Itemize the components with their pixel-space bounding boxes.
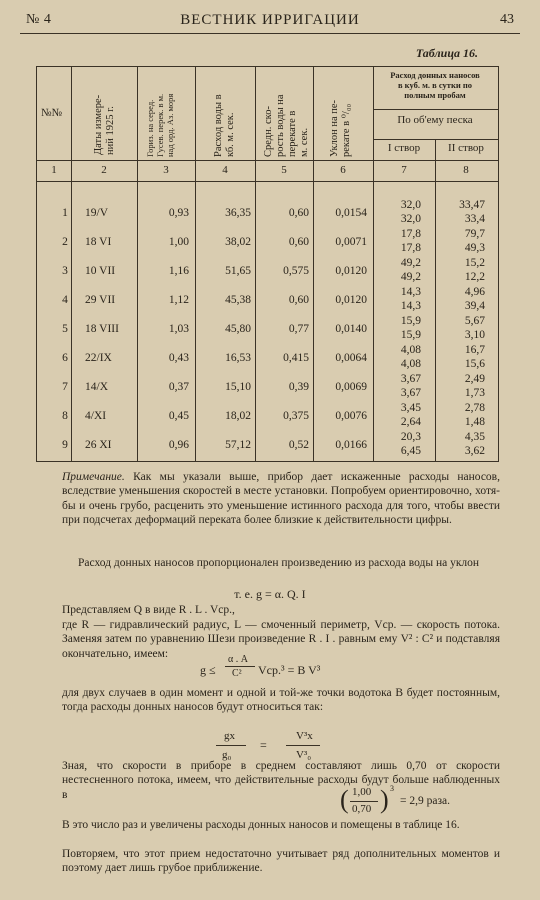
cell-site1-a: 14,3 <box>400 286 421 298</box>
header-level: Гориз. на серед. Гусев. перек. в м. над орд. Аз. моря <box>145 93 175 157</box>
cell-level: 0,43 <box>168 352 189 364</box>
formula-3-left-num: gx <box>224 730 235 742</box>
formula-3-right-den: V³₀ <box>296 749 312 761</box>
cell-date: 14/X <box>85 381 108 393</box>
cell-site1-a: 15,9 <box>400 315 421 327</box>
cell-level: 0,37 <box>168 381 189 393</box>
cell-site1-b: 3,67 <box>400 387 421 399</box>
cell-site1-b: 6,45 <box>400 445 421 457</box>
col-number: 1 <box>51 164 57 176</box>
cell-site1-b: 15,9 <box>400 329 421 341</box>
fraction-bar <box>225 666 255 667</box>
cell-slope: 0,0166 <box>335 439 367 451</box>
cell-site2-a: 2,78 <box>464 402 485 414</box>
cell-no: 4 <box>62 294 68 306</box>
header-flow: Расход воды в кб. м. сек. <box>213 94 236 157</box>
cell-no: 6 <box>62 352 68 364</box>
col-number: 3 <box>163 164 169 176</box>
col-number: 5 <box>281 164 287 176</box>
cell-speed: 0,375 <box>283 410 309 422</box>
cell-level: 1,00 <box>168 236 189 248</box>
cell-site2-b: 3,62 <box>464 445 485 457</box>
cell-site2-a: 15,2 <box>464 257 485 269</box>
cell-flow: 18,02 <box>225 410 251 422</box>
col-number: 2 <box>101 164 107 176</box>
formula-3-left-den: g₀ <box>222 749 232 761</box>
cell-site2-b: 1,48 <box>464 416 485 428</box>
paragraph-6: В это число раз и увеличены расходы донных наносов и помещены в таблице 16. <box>62 819 460 831</box>
cell-flow: 57,12 <box>225 439 251 451</box>
cell-level: 0,93 <box>168 207 189 219</box>
cell-no: 8 <box>62 410 68 422</box>
cell-site1-b: 17,8 <box>400 242 421 254</box>
cell-site1-a: 17,8 <box>400 228 421 240</box>
cell-speed: 0,60 <box>288 294 309 306</box>
cell-level: 1,16 <box>168 265 189 277</box>
header-sediment: Расход донных наносов в куб. м. в сутки по полным пробам <box>390 70 480 100</box>
cell-speed: 0,39 <box>288 381 309 393</box>
note-paragraph <box>62 470 500 528</box>
cell-flow: 45,80 <box>225 323 251 335</box>
cell-no: 7 <box>62 381 68 393</box>
cell-site2-a: 33,47 <box>459 199 485 211</box>
cell-speed: 0,60 <box>288 207 309 219</box>
paragraph-5-text: Зная, что скорости в приборе в среднем составляют лишь 0,70 от скорости нестесненного потока, имеем, что действительные расходы будут больше наблюденных в <box>62 760 500 801</box>
formula-4-exponent: 3 <box>390 784 394 793</box>
cell-site1-a: 20,3 <box>400 431 421 443</box>
cell-slope: 0,0120 <box>335 265 367 277</box>
cell-date: 18 VIII <box>85 323 119 335</box>
cell-site1-a: 32,0 <box>400 199 421 211</box>
paragraph-7: Повторяем, что этот прием недостаточно учитывает ряд дополнительных моментов и поэтому дает лишь грубое приближение. <box>62 848 500 875</box>
cell-slope: 0,0154 <box>335 207 367 219</box>
cell-site1-b: 49,2 <box>400 271 421 283</box>
cell-slope: 0,0069 <box>335 381 367 393</box>
formula-1: т. е. g = α. Q. I <box>234 587 306 601</box>
page-number: 43 <box>500 12 514 27</box>
cell-level: 1,03 <box>168 323 189 335</box>
row-divider <box>373 109 498 110</box>
cell-date: 26 XI <box>85 439 112 451</box>
col-number: 6 <box>340 164 346 176</box>
cell-flow: 51,65 <box>225 265 251 277</box>
cell-site2-b: 15,6 <box>464 358 485 370</box>
cell-slope: 0,0140 <box>335 323 367 335</box>
header-site-2: II створ <box>448 142 484 154</box>
cell-no: 1 <box>62 207 68 219</box>
header-no: №№ <box>41 107 62 119</box>
cell-date: 19/V <box>85 207 108 219</box>
table-caption: Таблица 16. <box>415 46 478 60</box>
paragraph-4: для двух случаев в один момент и одной и той-же точки водотока В будет постоянным, тогда расходы донных наносов будут относиться так: <box>62 687 500 714</box>
header-rule <box>20 33 520 34</box>
cell-site2-b: 49,3 <box>464 242 485 254</box>
cell-site1-b: 32,0 <box>400 213 421 225</box>
cell-date: 22/IX <box>85 352 112 364</box>
fraction-bar <box>286 745 320 746</box>
cell-site1-a: 4,08 <box>400 344 421 356</box>
col-divider <box>435 139 436 461</box>
cell-speed: 0,415 <box>283 352 309 364</box>
cell-level: 1,12 <box>168 294 189 306</box>
cell-date: 18 VI <box>85 236 112 248</box>
formula-3-right-num: V³x <box>296 730 313 742</box>
row-divider <box>373 139 498 140</box>
cell-slope: 0,0064 <box>335 352 367 364</box>
header-date: Даты измере- ний 1925 г. <box>93 94 116 155</box>
paragraph-3: где R — гидравлический радиус, L — смоченный периметр, Vср. — скорость потока. Заменяя затем по уравнению Шези произведение R . I . равным ему V² : C² и подставляя окончательно, имеем: <box>62 619 500 660</box>
cell-speed: 0,575 <box>283 265 309 277</box>
cell-no: 5 <box>62 323 68 335</box>
col-divider <box>137 67 138 461</box>
cell-no: 3 <box>62 265 68 277</box>
col-divider <box>71 67 72 461</box>
cell-level: 0,96 <box>168 439 189 451</box>
cell-no: 9 <box>62 439 68 451</box>
col-divider <box>373 67 374 461</box>
cell-flow: 45,38 <box>225 294 251 306</box>
paren-right: ) <box>380 785 389 814</box>
cell-site2-b: 39,4 <box>464 300 485 312</box>
journal-title: ВЕСТНИК ИРРИГАЦИИ <box>180 12 360 28</box>
cell-site2-a: 16,7 <box>464 344 485 356</box>
cell-slope: 0,0076 <box>335 410 367 422</box>
cell-site2-b: 3,10 <box>464 329 485 341</box>
cell-site2-a: 5,67 <box>464 315 485 327</box>
formula-2-numerator: α . A <box>228 654 248 665</box>
cell-site2-a: 4,35 <box>464 431 485 443</box>
formula-2-denominator: C² <box>232 668 242 679</box>
header-site-1: I створ <box>387 142 421 154</box>
cell-site1-a: 3,67 <box>400 373 421 385</box>
header-by-volume: По об'ему песка <box>397 114 473 126</box>
cell-site1-a: 3,45 <box>400 402 421 414</box>
formula-4-numerator: 1,00 <box>352 786 372 798</box>
row-divider <box>37 181 498 182</box>
fraction-bar <box>216 745 246 746</box>
cell-site2-b: 1,73 <box>464 387 485 399</box>
note-label: Примечание. <box>62 471 125 483</box>
cell-date: 4/XI <box>85 410 107 422</box>
cell-site1-b: 14,3 <box>400 300 421 312</box>
cell-date: 10 VII <box>85 265 116 277</box>
cell-no: 2 <box>62 236 68 248</box>
cell-flow: 38,02 <box>225 236 251 248</box>
col-number: 7 <box>401 164 407 176</box>
fraction-bar <box>350 801 378 802</box>
formula-2-left: g ≤ <box>200 663 216 677</box>
col-number: 4 <box>222 164 228 176</box>
col-divider <box>255 67 256 461</box>
formula-2-right: Vср.³ = B V³ <box>258 663 321 677</box>
note-body: Как мы указали выше, прибор дает искаженные расходы наносов, вследствие уменьшения скоростей в месте установки. Попробуем ориентировочно, хотя-бы и очень грубо, расценить это уменьшение истинного расхода для того, чтобы ввести при подсчетах деформаций переката более близкие к действительности цифры. <box>62 471 500 527</box>
row-divider <box>37 160 498 161</box>
cell-flow: 15,10 <box>225 381 251 393</box>
cell-date: 29 VII <box>85 294 116 306</box>
cell-speed: 0,60 <box>288 236 309 248</box>
cell-speed: 0,52 <box>288 439 309 451</box>
header-slope: Уклон на пе- рекате в ⁰/₀₀ <box>329 99 352 157</box>
cell-level: 0,45 <box>168 410 189 422</box>
paragraph-1: Расход донных наносов пропорционален произведению из расхода воды на уклон <box>78 557 480 569</box>
data-table <box>36 66 499 462</box>
paren-left: ( <box>340 785 349 814</box>
col-divider <box>195 67 196 461</box>
paragraph-2: Представляем Q в виде R . L . Vср., <box>62 604 235 616</box>
cell-site1-b: 4,08 <box>400 358 421 370</box>
cell-site2-b: 33,4 <box>464 213 485 225</box>
cell-speed: 0,77 <box>288 323 309 335</box>
running-head <box>20 12 520 32</box>
formula-4-result: = 2,9 раза. <box>400 795 450 807</box>
formula-3-equals: = <box>260 738 267 752</box>
cell-site2-a: 79,7 <box>464 228 485 240</box>
cell-site1-b: 2,64 <box>400 416 421 428</box>
cell-flow: 16,53 <box>225 352 251 364</box>
header-speed: Средн. ско- рость воды на перекате в м. сек. <box>263 94 310 157</box>
cell-slope: 0,0071 <box>335 236 367 248</box>
cell-slope: 0,0120 <box>335 294 367 306</box>
col-divider <box>313 67 314 461</box>
col-number: 8 <box>463 164 469 176</box>
cell-site2-a: 4,96 <box>464 286 485 298</box>
issue-number: № 4 <box>26 12 52 27</box>
cell-site2-a: 2,49 <box>464 373 485 385</box>
formula-4-denominator: 0,70 <box>352 803 372 815</box>
cell-site1-a: 49,2 <box>400 257 421 269</box>
cell-flow: 36,35 <box>225 207 251 219</box>
cell-site2-b: 12,2 <box>464 271 485 283</box>
